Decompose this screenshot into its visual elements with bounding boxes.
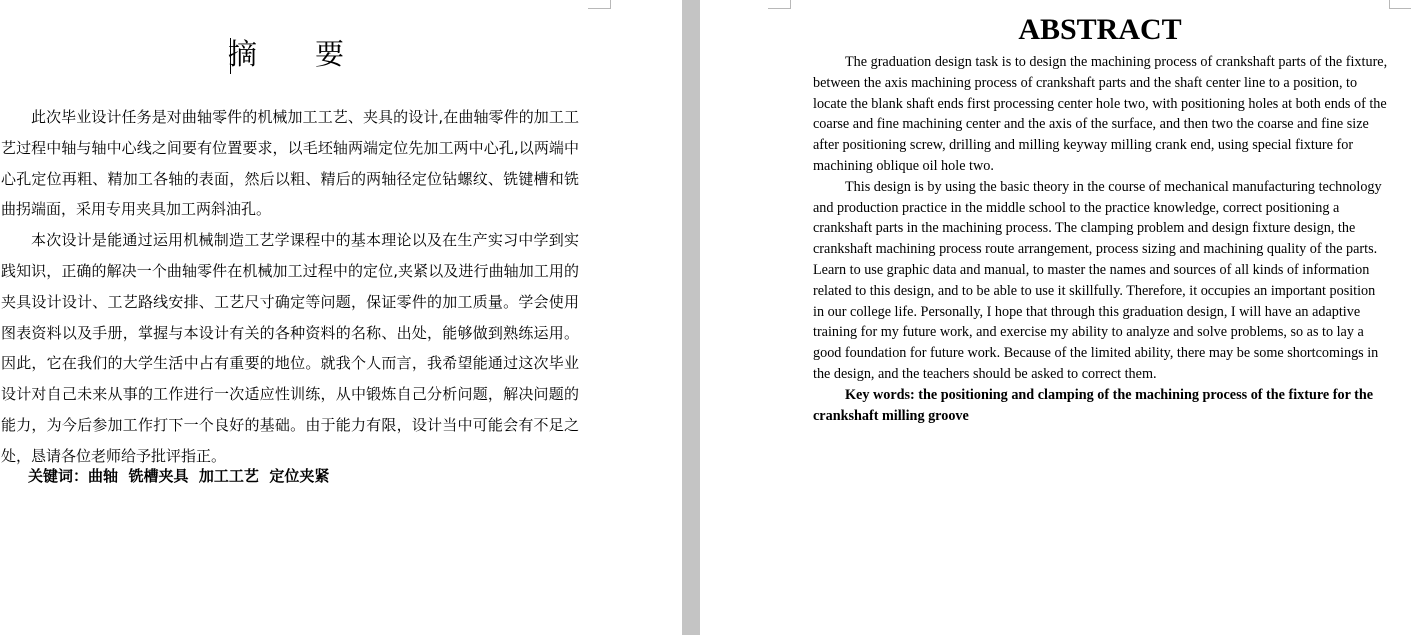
document-page-english-abstract[interactable] <box>700 0 1411 635</box>
english-abstract-heading: ABSTRACT <box>1018 13 1182 46</box>
english-paragraph-1[interactable]: The graduation design task is to design the machining process of crankshaft parts of the fixture, between the axis machining process of crankshaft parts and the shaft center line to a position, to locate the blank shaft ends first processing center hole two, with positioning holes at both ends of the coarse and fine machining center and the axis of the surface, and then two the coarse and fine size after positioning screw, drilling and milling keyway milling crank end, using special fixture for machining oblique oil hole two. <box>813 54 1388 174</box>
page-corner-marker-left <box>768 0 791 9</box>
english-paragraph-2[interactable]: This design is by using the basic theory in the course of mechanical manufacturing technology and production practice in the middle school to the practice knowledge, correct positioning a crankshaft parts in the machining process. The clamping problem and design fixture design, the crankshaft machining process route arrangement, process sizing and machining quality of the parts. Learn to use graphic data and manual, to master the names and sources of all kinds of information related to this design, and to be able to use it skillfully. Therefore, it occupies an important position in our college life. Personally, I hope that through this graduation design, I will have an adaptive training for my future work, and exercise my ability to analyze and solve problems, so as to lay a good foundation for future work. Because of the limited ability, there may be some shortcomings in the design, and the teachers should be asked to correct them. <box>813 178 1382 382</box>
page-corner-marker <box>588 0 611 9</box>
chinese-keywords[interactable]: 关键词：曲轴 铣槽夹具 加工工艺 定位夹紧 <box>28 467 330 485</box>
page-corner-marker-right <box>1389 0 1411 9</box>
chinese-paragraph-1[interactable]: 此次毕业设计任务是对曲轴零件的机械加工工艺、夹具的设计,在曲轴零件的加工工艺过程中轴与轴中心线之间要有位置要求，以毛坯轴两端定位先加工两中心孔,以两端中心孔定位再粗、精加工各轴的表面，然后以粗、精后的两轴径定位钻螺纹、铣键槽和铣曲拐端面，采用专用夹具加工两斜油孔。 <box>1 108 579 219</box>
chinese-abstract-heading <box>228 36 344 72</box>
heading-char-1: 摘 <box>228 37 258 71</box>
english-abstract-body[interactable] <box>813 52 1388 426</box>
chinese-abstract-body[interactable] <box>1 102 579 472</box>
heading-char-2: 要 <box>315 37 345 71</box>
document-page-chinese-abstract[interactable] <box>0 0 682 635</box>
english-keywords[interactable]: Key words: the positioning and clamping of the machining process of the fixture for the crankshaft milling groove <box>813 386 1374 424</box>
chinese-paragraph-2[interactable]: 本次设计是能通过运用机械制造工艺学课程中的基本理论以及在生产实习中学到实践知识，正确的解决一个曲轴零件在机械加工过程中的定位,夹紧以及进行曲轴加工用的夹具设计设计、工艺路线安排、工艺尺寸确定等问题，保证零件的加工质量。学会使用图表资料以及手册，掌握与本设计有关的各种资料的名称、出处，能够做到熟练运用。因此，它在我们的大学生活中占有重要的地位。就我个人而言，我希望能通过这次毕业设计对自己未来从事的工作进行一次适应性训练，从中锻炼自己分析问题，解决问题的能力，为今后参加工作打下一个良好的基础。由于能力有限，设计当中可能会有不足之处，恳请各位老师给予批评指正。 <box>1 231 579 465</box>
page-gutter <box>682 0 700 635</box>
